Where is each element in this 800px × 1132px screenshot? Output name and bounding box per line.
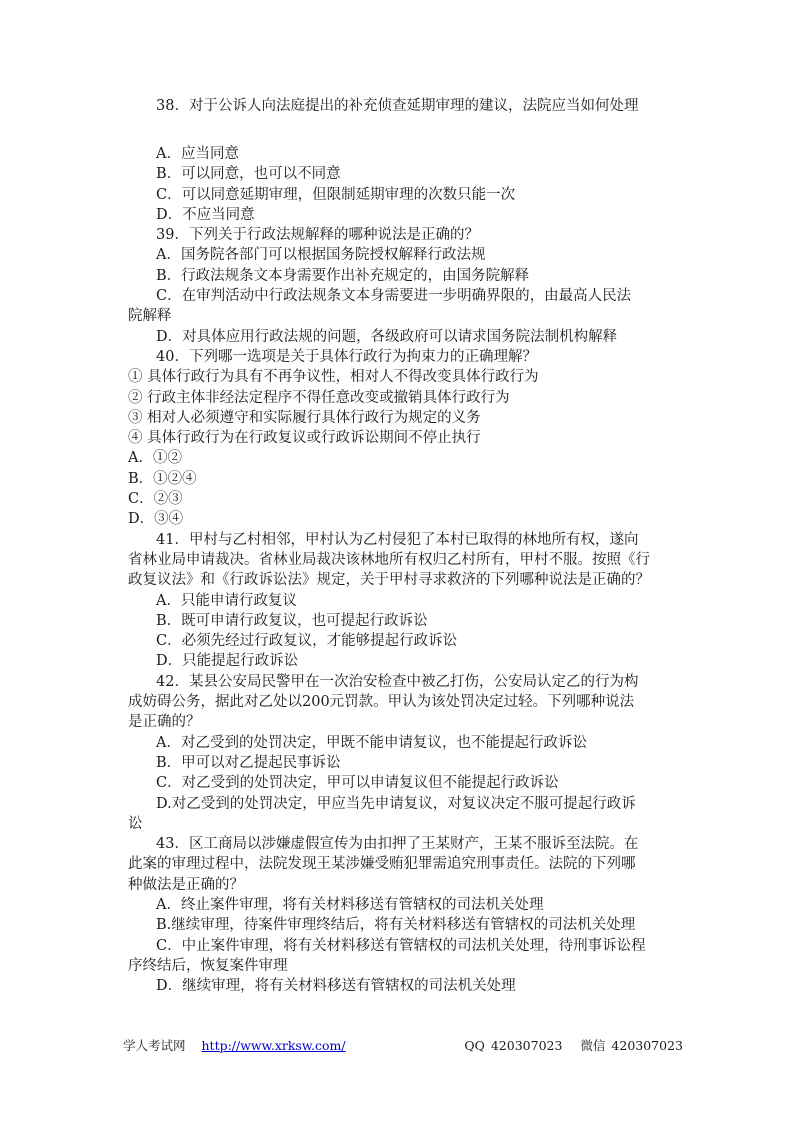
option-41-b: B．既可申请行政复议，也可提起行政诉讼 — [156, 612, 428, 629]
question-41: 41．甲村与乙村相邻，甲村认为乙村侵犯了本村已取得的林地所有权，遂向 — [156, 531, 639, 548]
wechat-number: 420307023 — [611, 1038, 683, 1053]
question-43: 43．区工商局以涉嫌虚假宣传为由扣押了王某财产，王某不服诉至法院。在 — [156, 836, 639, 853]
option-42-d-cont: 讼 — [128, 815, 143, 832]
option-41-d: D．只能提起行政诉讼 — [156, 653, 299, 670]
question-40: 40．下列哪一选项是关于具体行政行为拘束力的正确理解？ — [156, 348, 537, 365]
question-42-cont-1: 成妨碍公务，据此对乙处以200元罚款。甲认为该处罚决定过轻。下列哪种说法 — [128, 694, 635, 711]
option-38-a: A．应当同意 — [156, 146, 239, 162]
option-39-c: C．在审判活动中行政法规条文本身需要进一步明确界限的，由最高人民法 — [156, 288, 632, 305]
question-41-cont-1: 省林业局申请裁决。省林业局裁决该林地所有权归乙村所有，甲村不服。按照《行 — [128, 551, 650, 568]
question-43-cont-1: 此案的审理过程中，法院发现王某涉嫌受贿犯罪需追究刑事责任。法院的下列哪 — [128, 856, 636, 873]
statement-40-2: ② 行政主体非经法定程序不得任意改变或撤销具体行政行为 — [128, 389, 510, 406]
option-42-c: C．对乙受到的处罚决定，甲可以申请复议但不能提起行政诉讼 — [156, 775, 559, 792]
option-38-b: B．可以同意，也可以不同意 — [156, 166, 341, 183]
question-41-cont-2: 政复议法》和《行政诉讼法》规定，关于甲村寻求救济的下列哪种说法是正确的？ — [128, 572, 650, 589]
option-41-c: C．必须先经过行政复议，才能够提起行政诉讼 — [156, 633, 458, 650]
statement-40-3: ③ 相对人必须遵守和实际履行具体行政行为规定的义务 — [128, 409, 481, 426]
option-43-d: D．继续审理，将有关材料移送有管辖权的司法机关处理 — [156, 978, 516, 995]
question-38: 38．对于公诉人向法庭提出的补充侦查延期审理的建议，法院应当如何处理 — [156, 98, 639, 114]
statement-40-1: ① 具体行政行为具有不再争议性，相对人不得改变具体行政行为 — [128, 369, 539, 386]
option-40-c: C．②③ — [128, 491, 183, 508]
option-39-b: B．行政法规条文本身需要作出补充规定的，由国务院解释 — [156, 267, 530, 284]
qq-number: 420307023 — [490, 1038, 563, 1053]
statement-40-4: ④ 具体行政行为在行政复议或行政诉讼期间不停止执行 — [128, 430, 481, 447]
footer-contact — [462, 1036, 683, 1054]
footer-left — [123, 1036, 346, 1054]
question-content — [128, 95, 683, 996]
question-43-cont-2: 种做法是正确的？ — [128, 876, 244, 893]
option-41-a: A．只能申请行政复议 — [156, 592, 297, 609]
option-42-d: D.对乙受到的处罚决定，甲应当先申请复议，对复议决定不服可提起行政诉 — [156, 795, 636, 812]
option-38-c: C．可以同意延期审理，但限制延期审理的次数只能一次 — [156, 186, 516, 203]
qq-label: QQ — [464, 1038, 485, 1053]
question-42-cont-2: 是正确的？ — [128, 714, 201, 731]
site-name: 学人考试网 — [123, 1038, 186, 1053]
option-39-c-cont: 院解释 — [128, 308, 172, 325]
question-42: 42．某县公安局民警甲在一次治安检查中被乙打伤，公安局认定乙的行为构 — [156, 673, 639, 690]
spacer — [128, 117, 683, 144]
option-43-a: A．终止案件审理，将有关材料移送有管辖权的司法机关处理 — [156, 896, 544, 913]
option-43-c: C．中止案件审理，将有关材料移送有管辖权的司法机关处理，待刑事诉讼程 — [156, 937, 646, 954]
option-40-a: A．①② — [128, 450, 182, 467]
option-38-d: D．不应当同意 — [156, 206, 255, 223]
option-40-b: B．①②④ — [128, 470, 197, 487]
option-43-c-cont: 序终结后，恢复案件审理 — [128, 957, 288, 974]
site-url-link[interactable]: http://www.xrksw.com/ — [201, 1038, 346, 1053]
option-40-d: D．③④ — [128, 511, 184, 528]
option-43-b: B.继续审理，待案件审理终结后，将有关材料移送有管辖权的司法机关处理 — [156, 917, 636, 934]
question-39: 39．下列关于行政法规解释的哪种说法是正确的？ — [156, 227, 479, 244]
option-39-d: D．对具体应用行政法规的问题，各级政府可以请求国务院法制机构解释 — [156, 328, 618, 345]
option-39-a: A．国务院各部门可以根据国务院授权解释行政法规 — [156, 247, 486, 264]
option-42-a: A．对乙受到的处罚决定，甲既不能申请复议，也不能提起行政诉讼 — [156, 734, 587, 751]
wechat-label: 微信 — [580, 1038, 606, 1053]
option-42-b: B．甲可以对乙提起民事诉讼 — [156, 754, 341, 771]
